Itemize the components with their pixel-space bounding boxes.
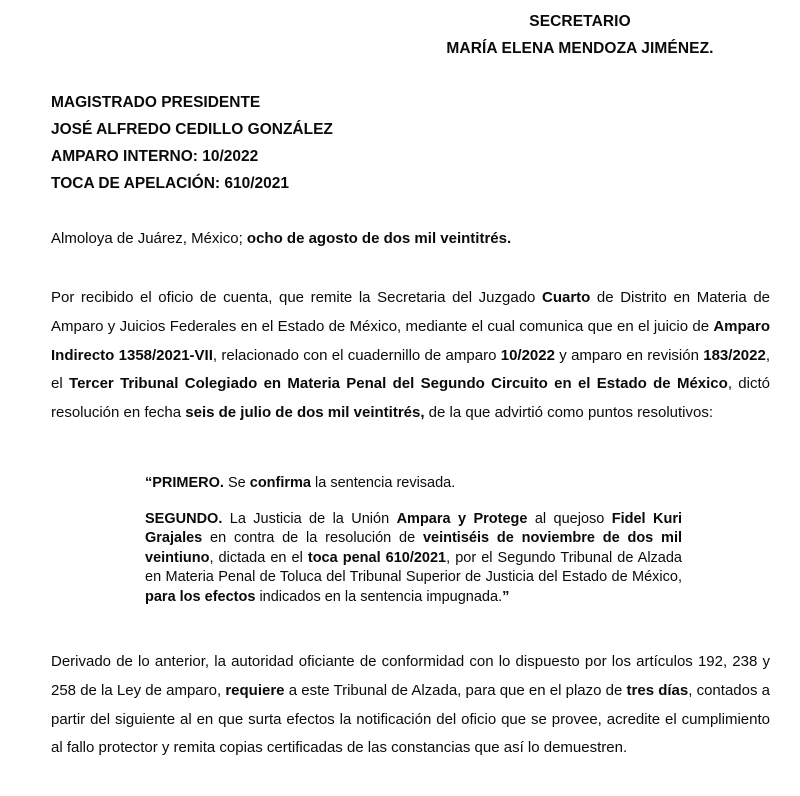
rs-bold-resolution-date: veintiséis de noviembre de dos mil veintiuno xyxy=(145,530,682,566)
case-heading-block xyxy=(51,89,551,197)
p1-seg-3: , relacionado con el cuadernillo de amparo xyxy=(212,346,501,364)
p2-seg-3: , contados a partir del siguiente al en que surta efectos la notificación del oficio que se provee, acredite el cumplimiento al fallo protector y remita copias certificadas de las constancias que así lo demuestren. xyxy=(51,681,770,757)
p1-bold-resolution-date: seis de julio de dos mil veintitrés, xyxy=(185,404,425,422)
p1-seg-7: de la que advirtió como puntos resolutivos: xyxy=(424,404,714,422)
p1-bold-amparo-indirecto: Amparo Indirecto 1358/2021-VII xyxy=(51,317,770,364)
quote-open-mark: “ xyxy=(145,475,153,491)
rp-seg-1: Se xyxy=(223,475,250,491)
rp-seg-2: la sentencia revisada. xyxy=(311,475,456,491)
p2-bold-requiere: requiere xyxy=(225,681,285,699)
resolutivo-primero xyxy=(145,474,682,494)
rp-bold-confirma: confirma xyxy=(249,475,311,491)
date-text: ocho de agosto de dos mil veintitrés. xyxy=(246,230,512,247)
place-and-date-line xyxy=(51,227,770,250)
paragraph-requerimiento xyxy=(51,648,770,763)
resolutivos-quote-block xyxy=(145,474,682,608)
rs-seg-4: , dictada en el xyxy=(209,549,308,566)
p1-seg-4: y amparo en revisión xyxy=(554,346,704,364)
resolutivo-segundo xyxy=(145,510,682,608)
rs-bold-toca-penal: toca penal 610/2021 xyxy=(307,549,447,566)
rs-seg-1: La Justicia de la Unión xyxy=(222,510,397,527)
p2-seg-2: a este Tribunal de Alzada, para que en el plazo de xyxy=(284,681,627,699)
toca-apelacion-number: TOCA DE APELACIÓN: 610/2021 xyxy=(51,175,290,192)
rs-seg-3: en contra de la resolución de xyxy=(202,530,423,547)
place-text: Almoloya de Juárez, México; xyxy=(51,230,247,247)
p1-bold-cuadernillo-number: 10/2022 xyxy=(500,346,555,364)
p1-bold-tribunal-colegiado: Tercer Tribunal Colegiado en Materia Penal del Segundo Circuito en el Estado de México xyxy=(69,375,728,393)
resolutivo-segundo-label: SEGUNDO. xyxy=(145,510,223,527)
p1-seg-6: , dictó resolución en fecha xyxy=(51,375,770,422)
secretary-role: SECRETARIO xyxy=(529,13,631,30)
rs-bold-para-los-efectos: para los efectos xyxy=(145,588,256,605)
p2-bold-tres-dias: tres días xyxy=(626,681,689,699)
p1-seg-2: de Distrito en Materia de Amparo y Juicios Federales en el Estado de México, mediante el cual comunica que en el juicio de xyxy=(51,289,771,335)
rs-bold-ampara-protege: Ampara y Protege xyxy=(396,510,528,527)
signature-block xyxy=(400,8,760,62)
quote-close-mark: ” xyxy=(502,588,510,605)
magistrate-name: JOSÉ ALFREDO CEDILLO GONZÁLEZ xyxy=(51,121,333,138)
p1-seg-5: , el xyxy=(51,346,770,393)
p2-seg-1: Derivado de lo anterior, la autoridad oficiante de conformidad con lo dispuesto por los artículos 192, 238 y 258 de la Ley de amparo, xyxy=(51,653,770,699)
p1-bold-revision-number: 183/2022 xyxy=(703,346,766,364)
rs-bold-quejoso-name: Fidel Kuri Grajales xyxy=(145,510,682,547)
rs-seg-2: al quejoso xyxy=(527,510,612,527)
rs-seg-5: , por el Segundo Tribunal de Alzada en Materia Penal de Toluca del Tribunal Superior de Justicia del Estado de México, xyxy=(145,549,682,586)
paragraph-recibido-oficio xyxy=(51,284,770,428)
p1-bold-cuarto: Cuarto xyxy=(541,289,591,306)
secretary-name: MARÍA ELENA MENDOZA JIMÉNEZ. xyxy=(446,40,714,57)
amparo-interno-number: AMPARO INTERNO: 10/2022 xyxy=(51,148,259,165)
p1-seg-1: Por recibido el oficio de cuenta, que remite la Secretaria del Juzgado xyxy=(51,289,542,306)
rs-seg-6: indicados en la sentencia impugnada. xyxy=(255,588,503,605)
resolutivo-primero-label: PRIMERO. xyxy=(152,475,224,491)
magistrate-title: MAGISTRADO PRESIDENTE xyxy=(51,94,261,111)
